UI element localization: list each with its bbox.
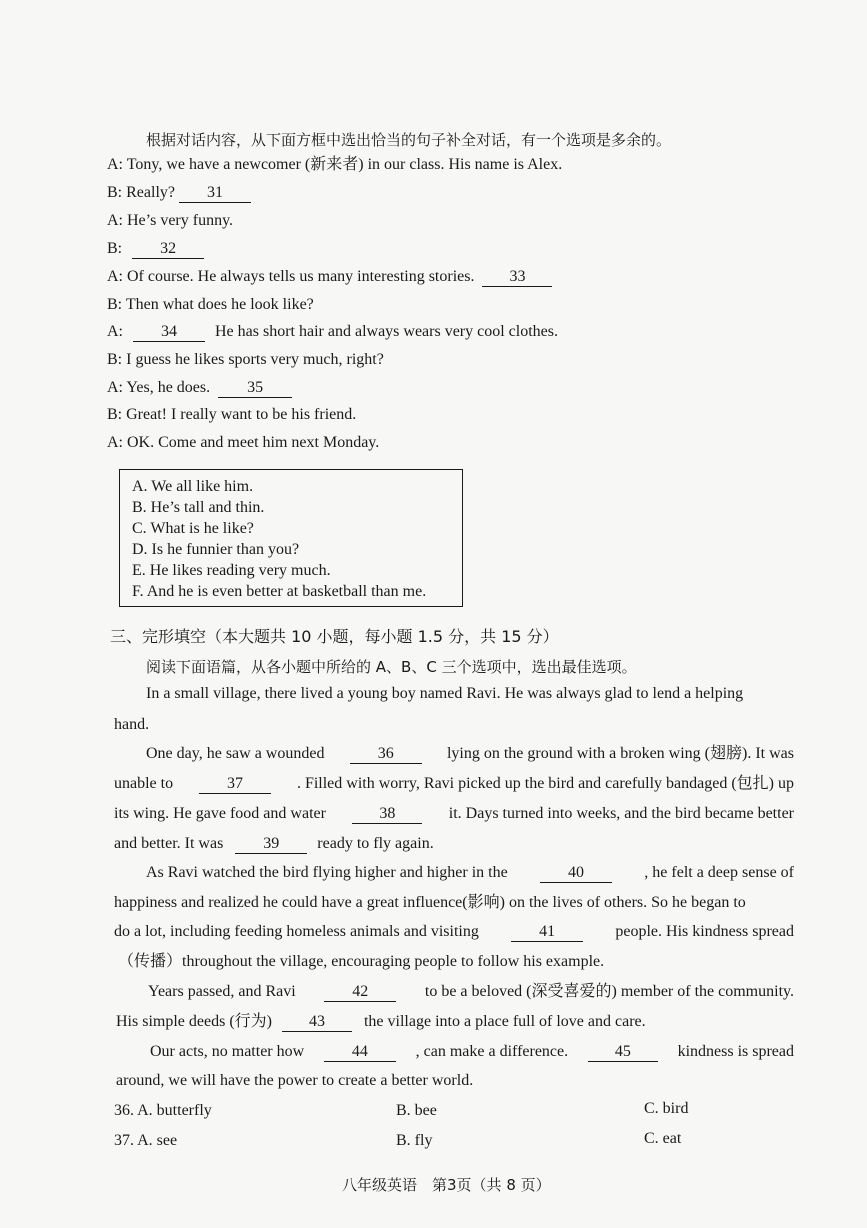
option-b: B. He’s tall and thin. bbox=[132, 499, 265, 516]
passage-p4-line1-post: to be a beloved (深受喜爱的) member of the community. bbox=[424, 983, 794, 1000]
question-36-option-a: 36. A. butterfly bbox=[114, 1102, 212, 1119]
blank-45: 45 bbox=[588, 1043, 658, 1062]
dialogue-line-3: A: He’s very funny. bbox=[107, 212, 234, 229]
dialogue-line-9 bbox=[107, 378, 292, 398]
options-box bbox=[119, 469, 463, 607]
blank-32: 32 bbox=[132, 240, 204, 259]
blank-42: 42 bbox=[324, 983, 396, 1002]
passage-p5-line1-post: kindness is spread bbox=[677, 1043, 794, 1060]
passage-p3-line2: happiness and realized he could have a great influence(影响) on the lives of others. So he began to bbox=[114, 894, 746, 911]
blank-38: 38 bbox=[352, 805, 422, 824]
passage-p4-line2-post: the village into a place full of love and care. bbox=[363, 1013, 646, 1030]
blank-44: 44 bbox=[324, 1043, 396, 1062]
option-c: C. What is he like? bbox=[132, 520, 254, 537]
passage-p2-line3-post: it. Days turned into weeks, and the bird became better bbox=[448, 805, 794, 822]
dialogue-line-2-text: B: Really? bbox=[107, 184, 175, 201]
dialogue-line-5 bbox=[107, 267, 552, 287]
section3-instruction: 阅读下面语篇，从各小题中所给的 A、B、C 三个选项中，选出最佳选项。 bbox=[146, 658, 637, 676]
blank-40: 40 bbox=[540, 864, 612, 883]
passage-p5-line2: around, we will have the power to create a better world. bbox=[116, 1072, 474, 1089]
passage-p4-line2-pre: His simple deeds (行为) bbox=[116, 1013, 272, 1030]
question-37-option-b: B. fly bbox=[396, 1132, 433, 1149]
dialogue-line-4 bbox=[107, 239, 204, 259]
dialogue-line-5-text: A: Of course. He always tells us many interesting stories. bbox=[107, 268, 475, 285]
passage-p1-line2: hand. bbox=[114, 716, 150, 733]
passage-p5-line1-mid: , can make a difference. bbox=[415, 1043, 569, 1060]
dialogue-line-1: A: Tony, we have a newcomer (新来者) in our class. His name is Alex. bbox=[107, 156, 563, 173]
passage-p2-line2-post: . Filled with worry, Ravi picked up the bird and carefully bandaged (包扎) up bbox=[296, 775, 794, 792]
blank-39: 39 bbox=[235, 835, 307, 854]
passage-p4-line1 bbox=[148, 982, 794, 1002]
question-36-option-c: C. bird bbox=[644, 1100, 689, 1117]
blank-41: 41 bbox=[511, 923, 583, 942]
option-f: F. And he is even better at basketball than me. bbox=[132, 583, 427, 600]
option-d: D. Is he funnier than you? bbox=[132, 541, 300, 558]
passage-p3-line1-post: , he felt a deep sense of bbox=[644, 864, 794, 881]
passage-p3-line3-pre: do a lot, including feeding homeless animals and visiting bbox=[114, 923, 479, 940]
blank-43: 43 bbox=[282, 1013, 352, 1032]
passage-p3-line4: （传播）throughout the village, encouraging people to follow his example. bbox=[118, 953, 605, 970]
passage-p2-line4-post: ready to fly again. bbox=[317, 835, 434, 852]
passage-p4-line2 bbox=[116, 1012, 796, 1032]
passage-p3-line1 bbox=[146, 863, 794, 883]
passage-p3-line3-post: people. His kindness spread bbox=[615, 923, 794, 940]
passage-p2-line4-pre: and better. It was bbox=[114, 835, 224, 852]
passage-p4-line1-pre: Years passed, and Ravi bbox=[148, 983, 296, 1000]
dialogue-line-7-after: He has short hair and always wears very cool clothes. bbox=[215, 323, 558, 340]
dialogue-line-7-text: A: bbox=[107, 323, 123, 340]
passage-p3-line1-pre: As Ravi watched the bird flying higher and higher in the bbox=[146, 864, 508, 881]
option-e: E. He likes reading very much. bbox=[132, 562, 331, 579]
dialogue-line-2 bbox=[107, 183, 251, 203]
dialogue-instruction: 根据对话内容，从下面方框中选出恰当的句子补全对话，有一个选项是多余的。 bbox=[146, 131, 672, 149]
passage-p2-line1 bbox=[146, 744, 794, 764]
blank-36: 36 bbox=[350, 745, 422, 764]
question-36-option-b: B. bee bbox=[396, 1102, 437, 1119]
passage-p1-line1 bbox=[146, 684, 794, 704]
passage-p2-line2 bbox=[114, 774, 794, 794]
dialogue-line-11: A: OK. Come and meet him next Monday. bbox=[107, 434, 380, 451]
passage-p1-text: In a small village, there lived a young boy named Ravi. He was always glad to lend a helping bbox=[146, 685, 744, 702]
passage-p2-line1-pre: One day, he saw a wounded bbox=[146, 745, 325, 762]
passage-p5-line1-pre: Our acts, no matter how bbox=[150, 1043, 305, 1060]
passage-p3-line3 bbox=[114, 922, 794, 942]
option-a: A. We all like him. bbox=[132, 478, 254, 495]
passage-p2-line3-pre: its wing. He gave food and water bbox=[114, 805, 326, 822]
dialogue-line-8: B: I guess he likes sports very much, right? bbox=[107, 351, 384, 368]
dialogue-line-10: B: Great! I really want to be his friend. bbox=[107, 406, 357, 423]
passage-p2-line2-pre: unable to bbox=[114, 775, 174, 792]
blank-35: 35 bbox=[218, 379, 292, 398]
blank-31: 31 bbox=[179, 184, 251, 203]
page-footer: 八年级英语 第3页（共 8 页） bbox=[342, 1176, 551, 1194]
blank-37: 37 bbox=[199, 775, 271, 794]
question-37-option-c: C. eat bbox=[644, 1130, 682, 1147]
dialogue-line-9-text: A: Yes, he does. bbox=[107, 379, 211, 396]
question-37-option-a: 37. A. see bbox=[114, 1132, 178, 1149]
dialogue-line-6: B: Then what does he look like? bbox=[107, 296, 314, 313]
dialogue-line-4-text: B: bbox=[107, 240, 123, 257]
blank-34: 34 bbox=[133, 323, 205, 342]
passage-p2-line3 bbox=[114, 804, 794, 824]
blank-33: 33 bbox=[482, 268, 552, 287]
section3-title: 三、完形填空（本大题共 10 小题，每小题 1.5 分，共 15 分） bbox=[110, 627, 559, 646]
passage-p5-line1 bbox=[150, 1042, 794, 1062]
passage-p2-line4 bbox=[114, 834, 794, 854]
dialogue-line-7 bbox=[107, 322, 558, 342]
passage-p2-line1-post: lying on the ground with a broken wing (翅膀). It was bbox=[446, 745, 794, 762]
